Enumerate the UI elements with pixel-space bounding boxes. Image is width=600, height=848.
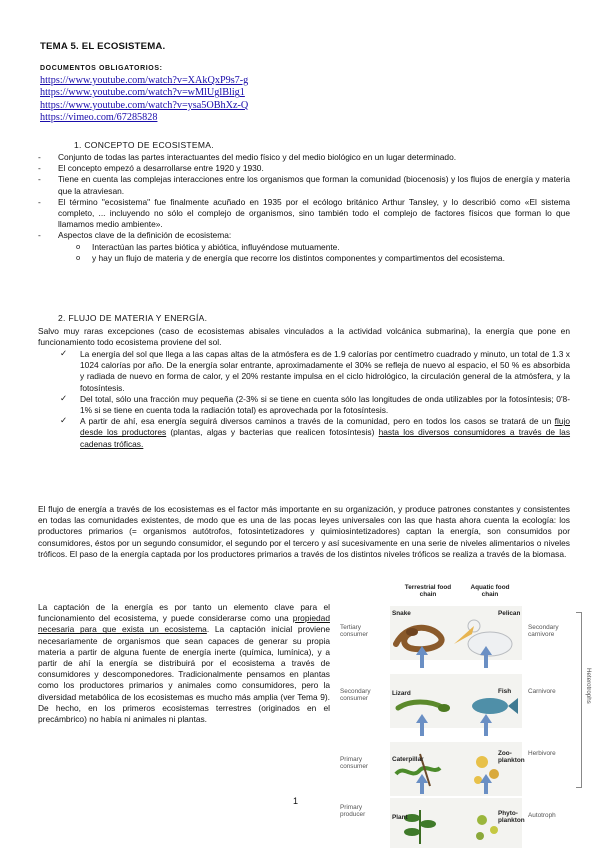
arrow-shaft (420, 654, 424, 668)
level-label: Primary consumer (340, 756, 369, 771)
video-link[interactable]: https://vimeo.com/67285828 (40, 112, 158, 124)
heterotrophs-label: Heterotrophs (585, 668, 592, 704)
paragraph: Salvo muy raras excepciones (caso de ecosistemas abisales vinculados a la actividad volcánica submarina), la energía que pone en funcionamiento todo ecosistema proviene del sol. (38, 326, 570, 348)
concept-list (38, 152, 570, 264)
documents-label: DOCUMENTOS OBLIGATORIOS: (40, 65, 163, 72)
plant-illustration (404, 810, 436, 844)
lizard-illustration (398, 702, 450, 712)
list-item: - El término "ecosistema" fue finalmente acuñado en 1935 por el ecólogo británico Arthur Tansley, y lo describió como «El sistema completo, ... incluyendo no sólo el complejo de organismos, sino también todo el complejo de factores físicos que forman lo que llamamos medio ambiente». (38, 197, 570, 231)
role-label: Secondary carnivore (528, 624, 559, 639)
page-title: TEMA 5. EL ECOSISTEMA. (40, 41, 166, 52)
organism-label: Zoo-plankton (498, 750, 525, 765)
arrow-shaft (420, 782, 424, 794)
organism-label: Lizard (392, 690, 411, 697)
organism-label: Fish (498, 688, 512, 695)
check-list-item: ✓ La energía del sol que llega a las capas altas de la atmósfera es de 1.9 calorías por centímetro cuadrado y minuto, un total de 1.3 x 1024 calorías por año. De la energía solar entrante, aproximadamente el 30% se refleja de nuevo al espacio, el 50 % es absorbida y radiada de nuevo en forma de calor, y el 20% restante impulsa en el ciclo hidrológico, la circulación general de la atmósfera, y la fotosíntesis. (56, 349, 570, 394)
role-label: Autotroph (528, 812, 556, 819)
arrow-up-icon (416, 774, 428, 783)
terrestrial-column-label: Terrestrial food chain (404, 584, 452, 599)
organism-label: Snake (392, 610, 411, 617)
text-run: (plantas, algas y bacterias que realicen fotosíntesis) (166, 427, 379, 438)
section-heading: 1. CONCEPTO DE ECOSISTEMA. (74, 140, 214, 150)
level-label: Secondary consumer (340, 688, 371, 703)
arrow-up-icon (480, 714, 492, 723)
video-link[interactable]: https://www.youtube.com/watch?v=ysa5OBhXz-Q (40, 99, 249, 111)
arrow-shaft (484, 722, 488, 736)
text-run: La captación de la energía es por tanto un elemento clave para el funcionamiento del ecosistema, y puede considerarse como una (38, 602, 330, 624)
sub-list-item: o y hay un flujo de materia y de energía que recorre los distintos componentes y compartimentos del ecosistema. (64, 253, 570, 264)
text-run: . La captación inicial proviene necesariamente de organismos que sean capaces de generar su propia materia a partir de alguna fuente de energía inerte (química, lumínica), y a partir de ahí la energía se distribuirá por el ecosistema a través de consumidores y descomponedores. Tradicionalmente pensamos en plantas como los productores primarios y animales como consumidores, pero la diversidad metabólica de los ecosistemas es mucho más amplia (ver Tema 9). De hecho, en los primeros ecosistemas terrestres (originados en el precámbrico) no había ni animales ni plantas. (38, 624, 330, 725)
arrow-up-icon (480, 646, 492, 655)
arrow-shaft (484, 782, 488, 794)
list-item: - El concepto empezó a desarrollarse entre 1920 y 1930. (38, 163, 570, 174)
arrow-shaft (484, 654, 488, 668)
food-chain-figure (338, 584, 600, 848)
role-label: Carnivore (528, 688, 556, 695)
aquatic-column-label: Aquatic food chain (470, 584, 510, 599)
paragraph (38, 602, 330, 725)
list-item: - Conjunto de todas las partes interactuantes del medio físico y del medio biológico en un lugar determinado. (38, 152, 570, 163)
arrow-shaft (420, 722, 424, 736)
arrow-up-icon (416, 714, 428, 723)
underlined-text: hasta los diversos consumidores a través de las cadenas tróficas. (80, 427, 571, 449)
phytoplankton-illustration (476, 815, 498, 840)
arrow-up-icon (480, 774, 492, 783)
underlined-text: propiedad necesaria para que exista un ecosistema (38, 613, 330, 635)
level-label: Tertiary consumer (340, 624, 369, 639)
level-label: Primary producer (340, 804, 366, 819)
organism-label: Caterpillar (392, 756, 424, 763)
text-run: A partir de ahí, esa energía seguirá diversos caminos a través de la comunidad, pero en todos los casos se tratará de un (80, 416, 555, 427)
organism-label: Plant (392, 814, 408, 821)
list-item: - Tiene en cuenta las complejas interacciones entre los organismos que forman la comunidad (biocenosis) y los flujos de energía y materia que la atraviesan. (38, 174, 570, 196)
check-list-item: ✓ Del total, sólo una fracción muy pequeña (2-3% si se tiene en cuenta sólo las longitudes de onda utilizables por la fotosíntesis; 0'8-1% si se tiene en cuenta toda la radiación total) es aprovechada por la fotosíntesis. (56, 394, 570, 416)
paragraph: El flujo de energía a través de los ecosistemas es el factor más importante en su organización, y produce patrones constantes y consistentes en todas las comunidades existentes, de modo que es una de las pocas leyes universales con las que hasta ahora cuenta la ecología: los productores primarios (= organismos autótrofos, fotosintetizadores y quimiosintetizadores) captan la energía, son consumidos por consumidores, éstos por un segundo consumidor, el segundo por el tercero y así sucesivamente en una serie de niveles alimentarios o niveles tróficos. El paso de la energía captada por los productores primarios a través de los distintos niveles tróficos se realiza a través de la biomasa. (38, 504, 570, 559)
fish-illustration (472, 698, 518, 714)
page-number: 1 (293, 796, 299, 806)
heterotrophs-bracket (576, 612, 582, 788)
sub-list (38, 242, 570, 264)
check-list (38, 349, 570, 450)
underlined-text: flujo desde los productores (80, 416, 570, 438)
link-list (40, 75, 248, 125)
video-link[interactable]: https://www.youtube.com/watch?v=XAkQxP9s7-g (40, 75, 249, 86)
arrow-up-icon (416, 646, 428, 655)
video-link[interactable]: https://www.youtube.com/watch?v=wMlUglBlig1 (40, 87, 245, 99)
section-heading: 2. FLUJO DE MATERIA Y ENERGÍA. (58, 313, 208, 323)
check-list-item (56, 416, 570, 450)
organism-label: Phyto-plankton (498, 810, 525, 825)
role-label: Herbivore (528, 750, 556, 757)
sub-list-item: o Interactúan las partes biótica y abiótica, influyéndose mutuamente. (64, 242, 570, 253)
list-item: - Aspectos clave de la definición de ecosistema: (38, 230, 570, 241)
organism-label: Pelican (498, 610, 521, 617)
